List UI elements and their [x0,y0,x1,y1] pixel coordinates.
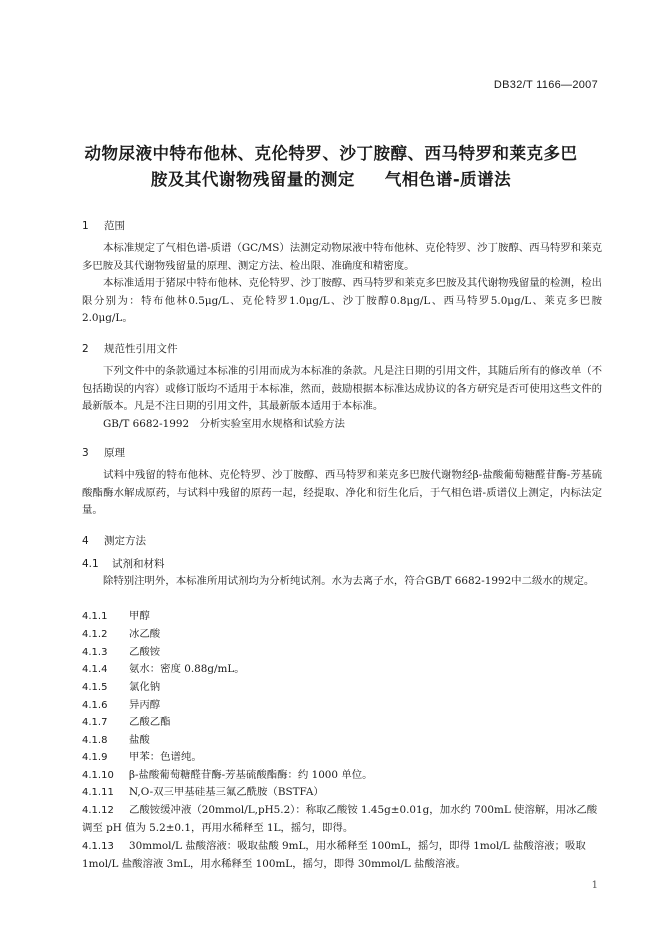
section-1-heading [82,218,125,233]
section-title: 范围 [104,220,125,232]
item-number: 4.1.9 [82,752,108,763]
item-text: β-盐酸葡萄糖醛苷酶-芳基硫酸酯酶：约 1000 单位。 [129,769,373,781]
list-item [82,714,602,732]
item-text: 30mmol/L 盐酸溶液：吸取盐酸 9mL，用水稀释至 100mL，摇匀，即得 1mol/L 盐酸溶液；吸取 1mol/L 盐酸溶液 3mL，用水稀释至 100mL，摇匀，即得 30mmol/L 盐酸溶液。 [82,840,586,870]
item-number: 4.1.13 [82,841,114,852]
item-number: 4.1.5 [82,682,108,693]
section-number: 3 [82,447,89,459]
section-4-heading [82,533,146,548]
para-text: 除特别注明外，本标准所用试剂均为分析纯试剂。水为去离子水，符合GB/T 6682-1992中二级水的规定。 [103,575,595,587]
item-text: 甲醇 [129,610,150,622]
section-1-para-1 [82,240,602,275]
section-2-para-1 [82,363,602,416]
title-line-1: 动物尿液中特布他林、克伦特罗、沙丁胺醇、西马特罗和莱克多巴 [84,144,578,163]
item-number: 4.1.2 [82,629,108,640]
list-item [82,767,602,785]
list-item [82,697,602,715]
item-text: 氯化钠 [129,681,161,693]
item-text: N,O-双三甲基硅基三氟乙酰胺（BSTFA） [129,786,324,798]
item-number: 4.1.8 [82,735,108,746]
list-item [82,626,602,644]
section-3-heading [82,445,125,460]
reference-text: GB/T 6682-1992 分析实验室用水规格和试验方法 [103,418,345,430]
title-line-2-main: 胺及其代谢物残留量的测定 [150,170,355,189]
section-number: 4 [82,535,89,547]
section-title: 规范性引用文件 [104,343,178,355]
subsection-title: 试剂和材料 [112,558,165,570]
list-item [82,732,602,750]
list-item [82,838,602,873]
item-text: 甲苯：色谱纯。 [129,751,202,763]
para-text: 本标准适用于猪尿中特布他林、克伦特罗、沙丁胺醇、西马特罗和莱克多巴胺及其代谢物残留量的检测，检出限分别为：特布他林0.5μg/L、克伦特罗1.0μg/L、沙丁胺醇0.8μg/L、西马特罗5.0μg/L、莱克多巴胺2.0μg/L。 [82,277,602,324]
item-text: 盐酸 [129,734,150,746]
para-text: 试料中残留的特布他林、克伦特罗、沙丁胺醇、西马特罗和莱克多巴胺代谢物经β-盐酸葡萄糖醛苷酶-芳基硫酸酯酶水解成原药，与试料中残留的原药一起，经提取、净化和衍生化后，于气相色谱-质谱仪上测定，内标法定量。 [82,469,602,516]
document-title [58,141,604,193]
item-text: 氨水：密度 0.88g/mL。 [129,663,245,675]
item-number: 4.1.10 [82,770,114,781]
item-number: 4.1.1 [82,611,108,622]
list-item [82,749,602,767]
para-text: 本标准规定了气相色谱-质谱（GC/MS）法测定动物尿液中特布他林、克伦特罗、沙丁胺醇、西马特罗和莱克多巴胺及其代谢物残留量的原理、测定方法、检出限、准确度和精密度。 [82,242,602,272]
item-number: 4.1.4 [82,664,108,675]
section-4-para-1 [82,573,602,591]
item-text: 异丙醇 [129,699,161,711]
item-text: 乙酸铵缓冲液（20mmol/L,pH5.2）：称取乙酸铵 1.45g±0.01g，加水约 700mL 使溶解，用冰乙酸调至 pH 值为 5.2±0.1，再用水稀释至 1L，摇匀，即得。 [82,804,598,834]
list-item [82,661,602,679]
subsection-number: 4.1 [82,558,99,570]
section-2-heading [82,341,178,356]
item-number: 4.1.12 [82,805,114,816]
section-title: 测定方法 [104,535,146,547]
list-item [82,802,602,837]
section-number: 2 [82,343,89,355]
standard-code: DB32/T 1166—2007 [493,79,598,91]
item-number: 4.1.6 [82,700,108,711]
list-item [82,784,602,802]
section-2-reference [82,416,602,434]
section-title: 原理 [104,447,125,459]
item-text: 冰乙酸 [129,628,161,640]
item-text: 乙酸乙酯 [129,716,171,728]
section-number: 1 [82,220,89,232]
subsection-4-1-heading [82,556,165,571]
list-item [82,644,602,662]
list-item [82,608,602,626]
title-line-2-method: 气相色谱-质谱法 [384,170,512,189]
page-number: 1 [591,880,598,891]
item-number: 4.1.11 [82,787,114,798]
title-line-2 [58,167,604,193]
para-text: 下列文件中的条款通过本标准的引用而成为本标准的条款。凡是注日期的引用文件，其随后所有的修改单（不包括勘误的内容）或修订版均不适用于本标准，然而，鼓励根据本标准达成协议的各方研究是否可使用这些文件的最新版本。凡是不注日期的引用文件，其最新版本适用于本标准。 [82,365,602,412]
section-1-para-2 [82,275,602,328]
list-item [82,679,602,697]
item-number: 4.1.3 [82,647,108,658]
section-3-para-1 [82,467,602,520]
item-number: 4.1.7 [82,717,108,728]
item-text: 乙酸铵 [129,646,161,658]
